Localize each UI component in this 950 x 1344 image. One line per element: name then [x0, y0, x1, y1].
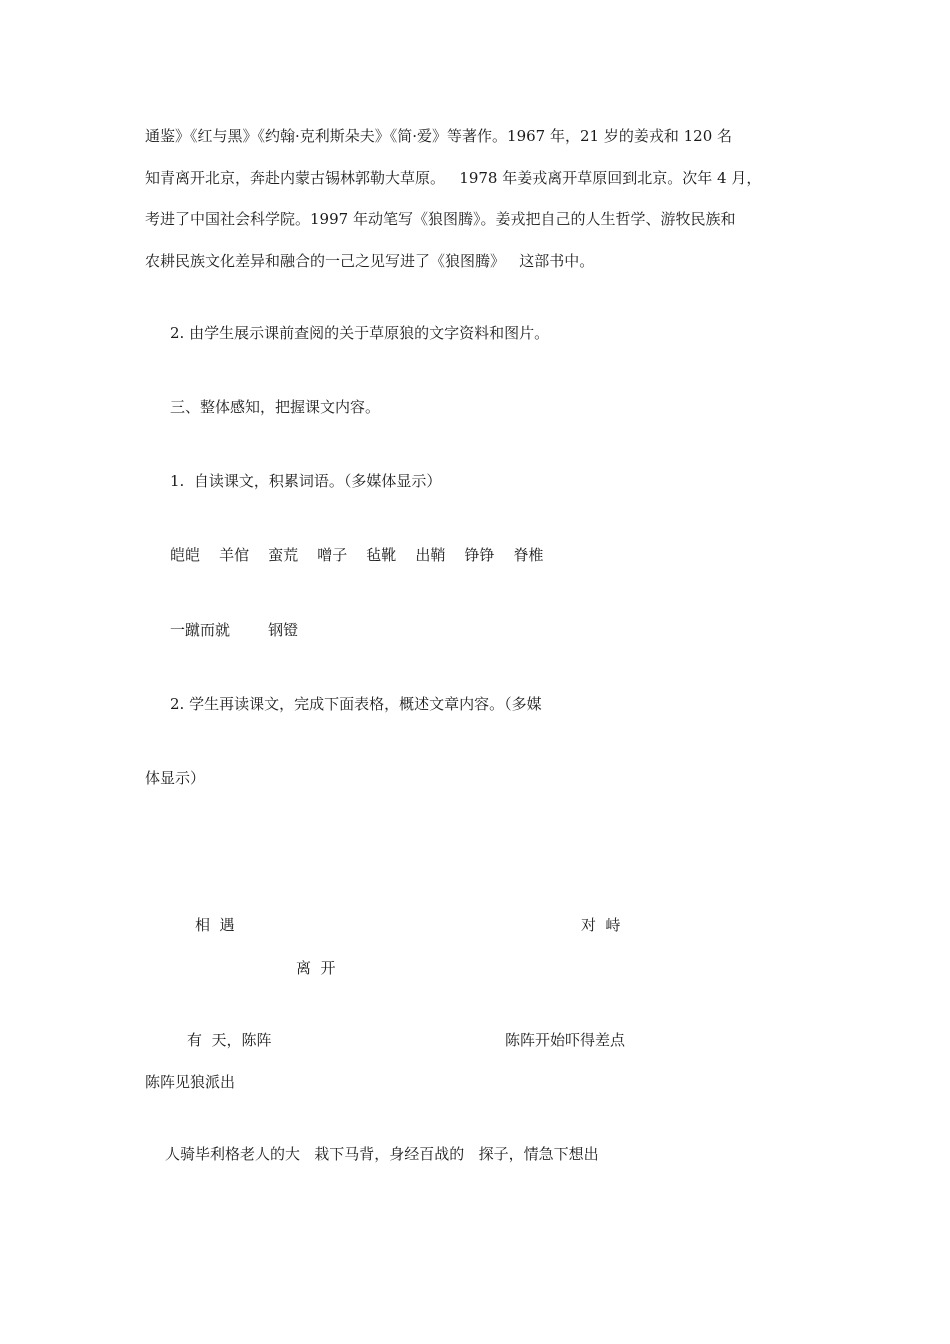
table-cell: 陈阵见狼派出	[145, 1073, 236, 1091]
vocabulary-row: 皑皑 羊倌 蛮荒 噌子 毡靴 出鞘 铮铮 脊椎	[170, 546, 544, 564]
paragraph-line: 通鉴》《红与黑》《约翰·克利斯朵夫》《简·爱》等著作。1967 年，21 岁的姜戎和 120 名	[145, 127, 733, 145]
table-header-leave: 离 开	[296, 959, 336, 977]
task-read-vocabulary: 1. 自读课文，积累词语。（多媒体显示）	[170, 472, 442, 490]
table-cell: 有 天，陈阵	[187, 1031, 272, 1049]
paragraph-line: 知青离开北京，奔赴内蒙古锡林郭勒大草原。 1978 年姜戎离开草原回到北京。次年 4 月，	[145, 169, 762, 187]
vocabulary-row: 一蹴而就 钢镫	[170, 621, 299, 639]
table-cell: 陈阵开始吓得差点	[505, 1031, 626, 1049]
paragraph-line: 农耕民族文化差异和融合的一己之见写进了《狼图腾》 这部书中。	[145, 252, 595, 270]
task-complete-table: 2. 学生再读课文，完成下面表格，概述文章内容。（多媒	[170, 695, 542, 713]
item-materials: 2. 由学生展示课前查阅的关于草原狼的文字资料和图片。	[170, 324, 550, 342]
task-complete-table-continued: 体显示）	[145, 769, 206, 787]
paragraph-line: 考进了中国社会科学院。1997 年动笔写《狼图腾》。姜戎把自己的人生哲学、游牧民族和	[145, 210, 736, 228]
section-heading: 三、整体感知，把握课文内容。	[170, 398, 381, 416]
table-cell-row: 人骑毕利格老人的大 栽下马背，身经百战的 探子，情急下想出	[165, 1145, 599, 1163]
table-header-standoff: 对 峙	[581, 916, 621, 934]
table-header-encounter: 相 遇	[195, 916, 235, 934]
